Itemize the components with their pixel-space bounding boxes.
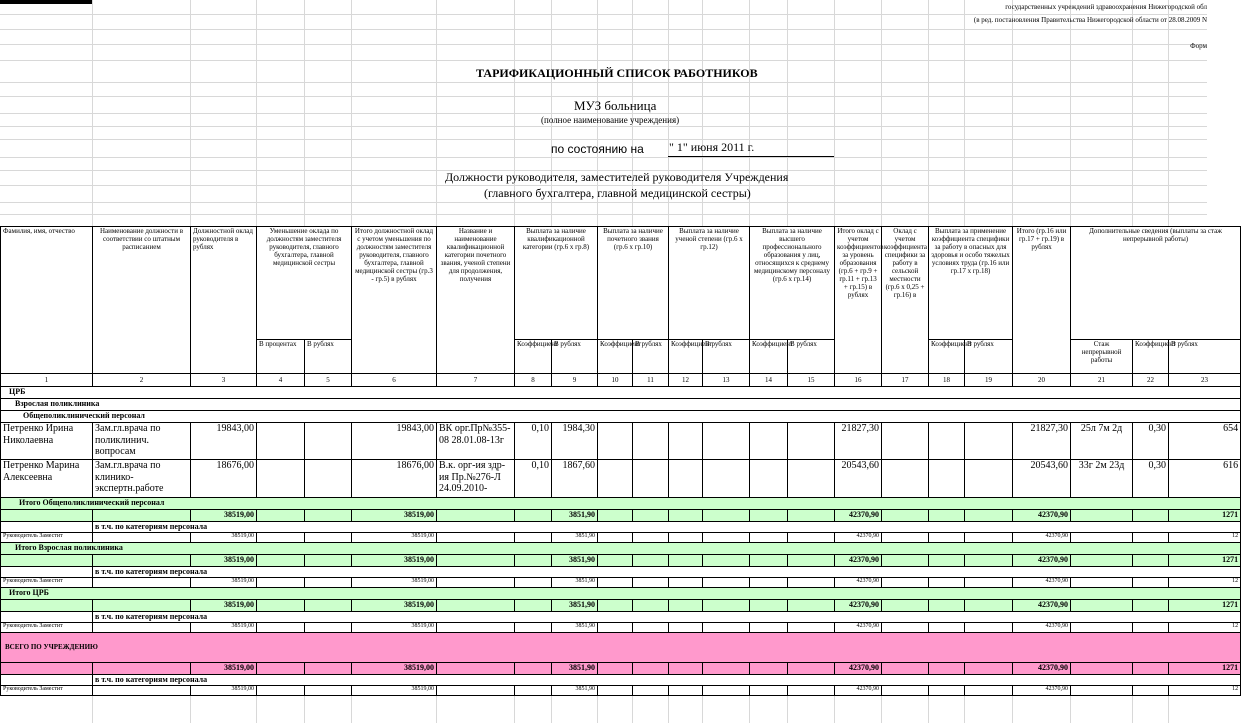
category-staj-pay: 12	[1169, 623, 1241, 633]
subheader-coef: Коэффициент	[515, 340, 552, 374]
category-name: Руководитель Заместит	[1, 578, 93, 588]
col-number: 12	[669, 374, 703, 387]
subheader-coef: Коэффициент	[1133, 340, 1169, 374]
col-number: 6	[352, 374, 437, 387]
total-total-salary: 38519,00	[352, 555, 437, 567]
employee-name: Петренко Ирина Николаевна	[1, 423, 93, 460]
total-staj-pay: 1271	[1169, 555, 1241, 567]
category-name: Руководитель Заместит	[1, 623, 93, 633]
category-total-salary: 38519,00	[352, 686, 437, 696]
col-header-21-23: Дополнительные сведения (выплаты за стаж непрерывной работы)	[1071, 227, 1241, 340]
col-header-7: Название и наименование квалификационной категории почетного звания, ученой степени для продолжения, получения	[437, 227, 515, 374]
total-category-pay: 3851,90	[552, 510, 598, 522]
col-number: 17	[882, 374, 929, 387]
employee-coef: 0,10	[515, 423, 552, 460]
col-header-20: Итого (гр.16 или гр.17 + гр.19) в рублях	[1013, 227, 1071, 374]
col-number: 7	[437, 374, 515, 387]
page-title: ТАРИФИКАЦИОННЫЙ СПИСОК РАБОТНИКОВ	[476, 66, 758, 80]
subheader-rub: В рублях	[305, 340, 352, 374]
col-number: 9	[552, 374, 598, 387]
active-cell-selection[interactable]	[0, 0, 92, 4]
employee-staj-pay: 616	[1169, 460, 1241, 498]
date-underline	[668, 156, 834, 157]
col-header-6: Итого должностной оклад с учетом уменьшения по должностям заместителя руководителя, главного бухгалтера, главной медицинской сестры (гр.3 - гр.5) в рублях	[352, 227, 437, 374]
total-salary: 38519,00	[191, 600, 257, 612]
col-number: 22	[1133, 374, 1169, 387]
employee-total-education: 20543,60	[835, 460, 882, 498]
category-pay: 3851,90	[552, 623, 598, 633]
by-category-label: в т.ч. по категориям персонала	[93, 522, 1241, 533]
employee-staj-pay: 654	[1169, 423, 1241, 460]
total-salary: 38519,00	[191, 663, 257, 675]
col-number: 18	[929, 374, 965, 387]
category-total-salary: 38519,00	[352, 578, 437, 588]
positions-title-line1: Должности руководителя, заместителей руководителя Учреждения	[445, 170, 789, 184]
category-row	[1, 623, 1241, 633]
total-all: 42370,90	[1013, 663, 1071, 675]
subtotal-general-staff-label: Итого Общеполиклинический персонал	[1, 498, 1241, 510]
category-total-salary: 38519,00	[352, 623, 437, 633]
employee-staj: 33г 2м 23д	[1071, 460, 1133, 498]
category-row	[1, 578, 1241, 588]
category-total-education: 42370,90	[835, 686, 882, 696]
employee-salary: 18676,00	[191, 460, 257, 498]
positions-title-line2: (главного бухгалтера, главной медицинской сестры)	[484, 186, 751, 200]
subheader-rub: В рублях	[552, 340, 598, 374]
total-staj-pay: 1271	[1169, 600, 1241, 612]
total-salary: 38519,00	[191, 510, 257, 522]
subheader-percent: В процентах	[257, 340, 305, 374]
subtotal-row	[1, 555, 1241, 567]
col-number: 15	[788, 374, 835, 387]
category-salary: 38519,00	[191, 623, 257, 633]
subheader-coef: Коэффициент	[750, 340, 788, 374]
employee-salary: 19843,00	[191, 423, 257, 460]
subtotal-crb-label: Итого ЦРБ	[1, 588, 1241, 600]
col-number: 10	[598, 374, 633, 387]
top-right-note-1: государственных учреждений здравоохранения Нижегородской обл	[1005, 3, 1207, 11]
employee-category: В.к. орг-ия здр-ия Пр.№276-Л 24.09.2010-	[437, 460, 515, 498]
col-number: 13	[703, 374, 750, 387]
category-salary: 38519,00	[191, 686, 257, 696]
category-total: 42370,90	[1013, 623, 1071, 633]
total-total-salary: 38519,00	[352, 510, 437, 522]
col-header-8-9: Выплата за наличие квалификационной категории (гр.6 х гр.8)	[515, 227, 598, 340]
category-total: 42370,90	[1013, 533, 1071, 543]
col-number: 4	[257, 374, 305, 387]
subheader-rub: В рублях	[965, 340, 1013, 374]
col-header-4-5: Уменьшение оклада по должностям заместителя руководителя, главного бухгалтера, главной медицинской сестры	[257, 227, 352, 340]
group-adult-clinic: Взрослая поликлиника	[1, 399, 1241, 411]
col-number: 20	[1013, 374, 1071, 387]
employee-total: 20543,60	[1013, 460, 1071, 498]
subheader-coef: Коэффициент	[929, 340, 965, 374]
subheader-rub: В рублях	[703, 340, 750, 374]
category-total-education: 42370,90	[835, 623, 882, 633]
category-staj-pay: 12	[1169, 686, 1241, 696]
col-number: 16	[835, 374, 882, 387]
by-category-label: в т.ч. по категориям персонала	[93, 675, 1241, 686]
total-all: 42370,90	[1013, 510, 1071, 522]
category-pay: 3851,90	[552, 686, 598, 696]
col-number: 1	[1, 374, 93, 387]
employee-staj-coef: 0,30	[1133, 423, 1169, 460]
col-header-17: Оклад с учетом коэффициента специфики за работу в сельской местности (гр.6 х 0,25 + гр.16) в	[882, 227, 929, 374]
total-education: 42370,90	[835, 663, 882, 675]
category-pay: 3851,90	[552, 533, 598, 543]
top-right-note-2: (в ред. постановления Правительства Нижегородской области от 28.08.2009 N	[973, 16, 1207, 24]
subtotal-row	[1, 510, 1241, 522]
subheader-coef: Коэффициент	[669, 340, 703, 374]
table-row[interactable]	[1, 423, 1241, 460]
total-total-salary: 38519,00	[352, 663, 437, 675]
total-category-pay: 3851,90	[552, 600, 598, 612]
subheader-rub: В рублях	[633, 340, 669, 374]
by-category-label: в т.ч. по категориям персонала	[93, 567, 1241, 578]
employee-total: 21827,30	[1013, 423, 1071, 460]
subtotal-adult-clinic-label: Итого Взрослая поликлиника	[1, 543, 1241, 555]
tariff-table	[0, 226, 1241, 696]
category-pay: 3851,90	[552, 578, 598, 588]
subheader-rub: В рублях	[788, 340, 835, 374]
subheader-staj: Стаж непрерывной работы	[1071, 340, 1133, 374]
subtotal-row	[1, 600, 1241, 612]
employee-name: Петренко Марина Алексеевна	[1, 460, 93, 498]
col-header-10-11: Выплата за наличие почетного звания (гр.6 х гр.10)	[598, 227, 669, 340]
as-of-date: " 1" июня 2011 г.	[669, 140, 755, 154]
col-number: 21	[1071, 374, 1133, 387]
employee-category: ВК орг.Пр№355-08 28.01.08-13г	[437, 423, 515, 460]
category-name: Руководитель Заместит	[1, 533, 93, 543]
institution-name: МУЗ больница	[574, 98, 657, 113]
col-number: 8	[515, 374, 552, 387]
category-row	[1, 686, 1241, 696]
employee-total-salary: 18676,00	[352, 460, 437, 498]
institution-note: (полное наименование учреждения)	[541, 115, 680, 125]
category-name: Руководитель Заместит	[1, 686, 93, 696]
subheader-rub: В рублях	[1169, 340, 1241, 374]
total-category-pay: 3851,90	[552, 555, 598, 567]
category-total: 42370,90	[1013, 686, 1071, 696]
category-total-education: 42370,90	[835, 578, 882, 588]
col-number: 14	[750, 374, 788, 387]
col-number: 2	[93, 374, 191, 387]
grand-total-label: ВСЕГО ПО УЧРЕЖДЕНИЮ	[1, 633, 1241, 663]
total-total-salary: 38519,00	[352, 600, 437, 612]
by-category-label: в т.ч. по категориям персонала	[93, 612, 1241, 623]
category-staj-pay: 12	[1169, 533, 1241, 543]
group-crb: ЦРБ	[1, 387, 1241, 399]
col-number: 23	[1169, 374, 1241, 387]
employee-total-salary: 19843,00	[352, 423, 437, 460]
employee-position: Зам.гл.врача по поликлинич. вопросам	[93, 423, 191, 460]
employee-position: Зам.гл.врача по клинико-экспертн.работе	[93, 460, 191, 498]
total-all: 42370,90	[1013, 600, 1071, 612]
col-header-3: Должностной оклад руководителя в рублях	[191, 227, 257, 374]
col-header-14-15: Выплата за наличие высшего профессионального образования у лиц, относящихся к среднему медицинскому персоналу (гр.6 х гр.14)	[750, 227, 835, 340]
total-staj-pay: 1271	[1169, 510, 1241, 522]
employee-coef: 0,10	[515, 460, 552, 498]
employee-category-pay: 1867,60	[552, 460, 598, 498]
col-number: 19	[965, 374, 1013, 387]
col-header-12-13: Выплата за наличие ученой степени (гр.6 х гр.12)	[669, 227, 750, 340]
total-category-pay: 3851,90	[552, 663, 598, 675]
category-staj-pay: 12	[1169, 578, 1241, 588]
grand-total-row	[1, 663, 1241, 675]
form-label: Форм	[1190, 42, 1207, 50]
category-total-education: 42370,90	[835, 533, 882, 543]
category-salary: 38519,00	[191, 578, 257, 588]
category-total: 42370,90	[1013, 578, 1071, 588]
category-total-salary: 38519,00	[352, 533, 437, 543]
col-header-2: Наименование должности в соответствии со штатным расписанием	[93, 227, 191, 374]
as-of-label: по состоянию на	[551, 142, 644, 156]
table-row[interactable]	[1, 460, 1241, 498]
total-staj-pay: 1271	[1169, 663, 1241, 675]
col-number: 5	[305, 374, 352, 387]
group-general-staff: Общеполиклинический персонал	[1, 411, 1241, 423]
employee-staj-coef: 0,30	[1133, 460, 1169, 498]
employee-staj: 25л 7м 2д	[1071, 423, 1133, 460]
total-education: 42370,90	[835, 510, 882, 522]
col-number: 3	[191, 374, 257, 387]
employee-category-pay: 1984,30	[552, 423, 598, 460]
total-education: 42370,90	[835, 600, 882, 612]
employee-total-education: 21827,30	[835, 423, 882, 460]
category-row	[1, 533, 1241, 543]
subheader-coef: Коэффициент	[598, 340, 633, 374]
col-number: 11	[633, 374, 669, 387]
total-all: 42370,90	[1013, 555, 1071, 567]
col-header-16: Итого оклад с учетом коэффициентов за уровень образования (гр.6 + гр.9 + гр.11 + гр.13 + гр.15) в рублях	[835, 227, 882, 374]
category-salary: 38519,00	[191, 533, 257, 543]
col-header-18-19: Выплата за применение коэффициента специфики за работу в опасных для здоровья и особо тяжелых условиях труда (гр.16 или гр.17 х гр.18)	[929, 227, 1013, 340]
total-education: 42370,90	[835, 555, 882, 567]
total-salary: 38519,00	[191, 555, 257, 567]
col-header-1: Фамилия, имя, отчество	[1, 227, 93, 374]
